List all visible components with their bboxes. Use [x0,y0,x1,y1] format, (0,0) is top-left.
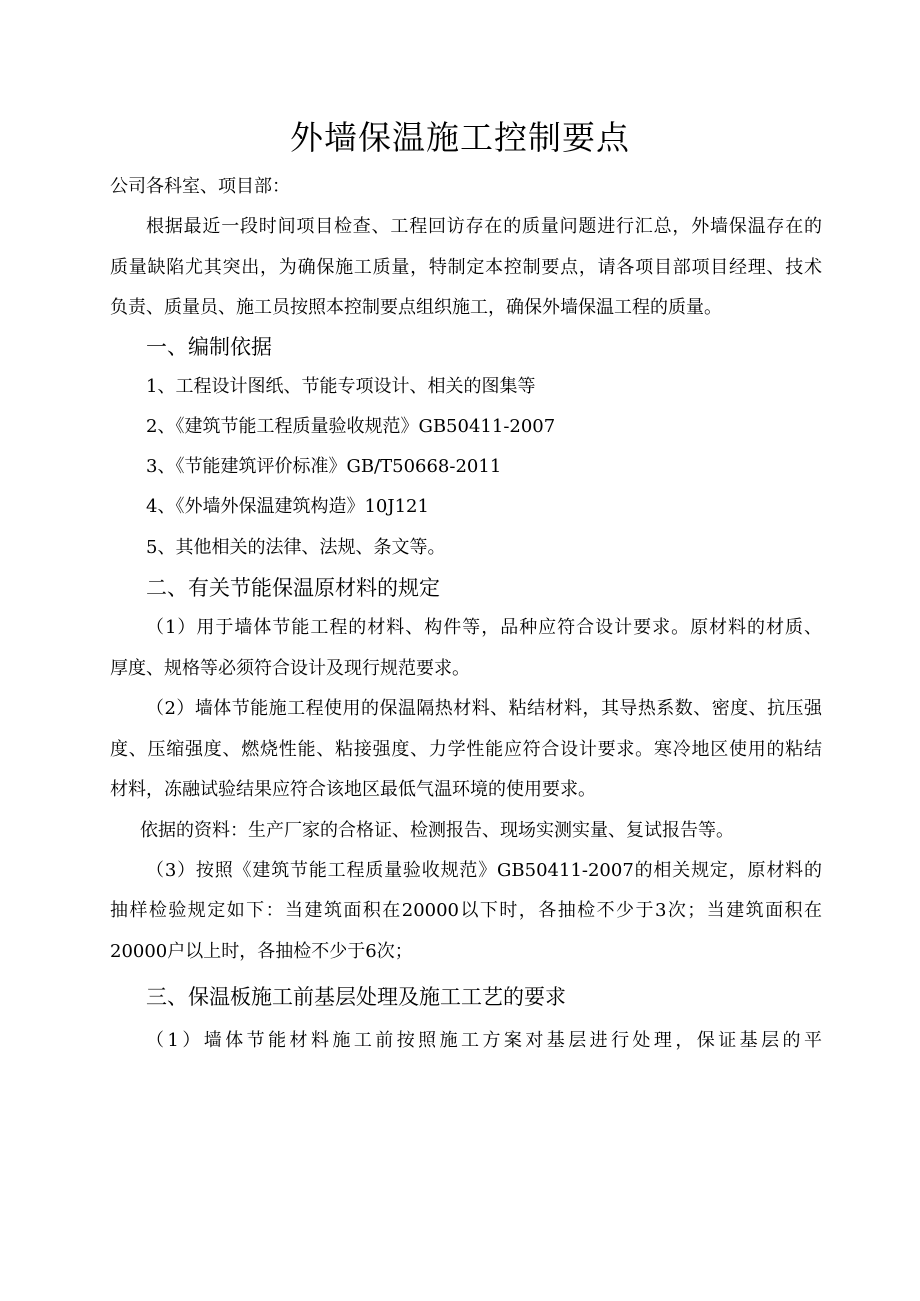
materials-para-3-line-2: 抽样检验规定如下：当建筑面积在20000以下时，各抽检不少于3次；当建筑面积在 [110,900,822,921]
intro-line-3: 负责、质量员、施工员按照本控制要点组织施工，确保外墙保温工程的质量。 [110,297,722,318]
materials-para-3-line-1: （3）按照《建筑节能工程质量验收规范》GB50411-2007的相关规定，原材料的 [146,860,822,881]
materials-para-2-line-2: 度、压缩强度、燃烧性能、粘接强度、力学性能应符合设计要求。寒冷地区使用的粘结 [110,739,822,760]
intro-line-2: 质量缺陷尤其突出，为确保施工质量，特制定本控制要点，请各项目部项目经理、技术 [110,257,822,278]
materials-basis-line: 依据的资料：生产厂家的合格证、检测报告、现场实测实量、复试报告等。 [140,820,734,841]
materials-para-2-line-3: 材料，冻融试验结果应符合该地区最低气温环境的使用要求。 [110,779,596,800]
materials-para-1-line-1: （1）用于墙体节能工程的材料、构件等，品种应符合设计要求。原材料的材质、 [146,617,822,638]
materials-para-1-line-2: 厚度、规格等必须符合设计及现行规范要求。 [110,658,470,679]
materials-para-3-line-3: 20000户以上时，各抽检不少于6次； [110,941,413,962]
section-2-heading: 二、有关节能保温原材料的规定 [146,576,440,600]
materials-para-2-line-1: （2）墙体节能施工程使用的保温隔热材料、粘结材料，其导热系数、密度、抗压强 [146,698,822,719]
substrate-para-1-line-1: （1）墙体节能材料施工前按照施工方案对基层进行处理，保证基层的平 [146,1030,822,1051]
basis-item-1: 1、工程设计图纸、节能专项设计、相关的图集等 [146,376,536,397]
basis-item-2: 2、《建筑节能工程质量验收规范》GB50411-2007 [146,416,556,437]
section-1-heading: 一、编制依据 [146,335,272,359]
basis-item-3: 3、《节能建筑评价标准》GB/T50668-2011 [146,456,502,477]
document-title: 外墙保温施工控制要点 [290,118,630,157]
intro-line-1: 根据最近一段时间项目检查、工程回访存在的质量问题进行汇总，外墙保温存在的 [146,216,822,237]
basis-item-4: 4、《外墙外保温建筑构造》10J121 [146,496,429,517]
salutation: 公司各科室、项目部： [110,176,290,197]
basis-item-5: 5、其他相关的法律、法规、条文等。 [146,537,446,558]
section-3-heading: 三、保温板施工前基层处理及施工工艺的要求 [146,985,566,1009]
